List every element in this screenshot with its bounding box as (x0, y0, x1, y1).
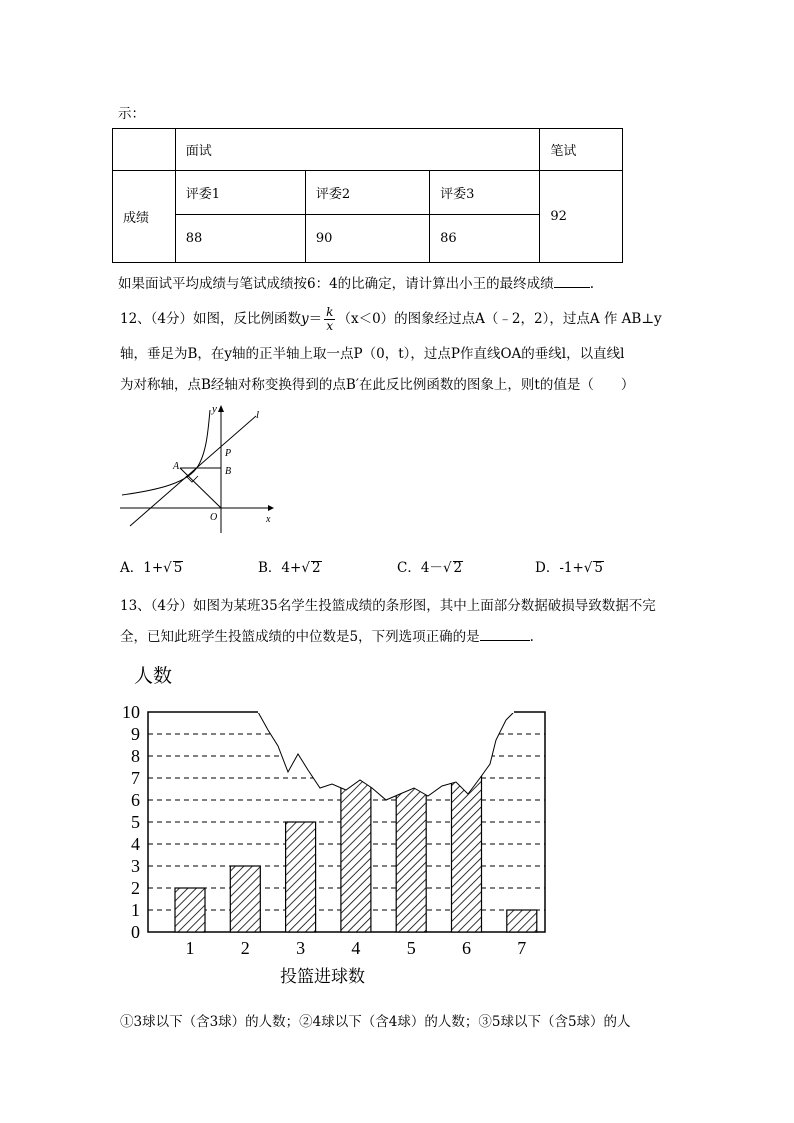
x-tick-label: 2 (240, 938, 250, 958)
q12-line-1 (120, 306, 662, 333)
chart-ylabel: 人数 (134, 665, 173, 687)
q12-line-2: 轴，垂足为B，在y轴的正半轴上取一点P（0，t），过点P作直线OA的垂线l，以直线l (120, 346, 625, 362)
y-tick-label: 4 (131, 834, 140, 854)
y-tick-label: 6 (131, 790, 140, 810)
x-axis-arrow (268, 505, 274, 511)
table-header-written: 笔试 (540, 129, 623, 171)
table-score-1: 88 (175, 215, 305, 263)
q12-func-eq: ＝ (308, 311, 323, 327)
bar-2 (230, 866, 260, 932)
x-tick-label: 6 (462, 938, 471, 958)
q11-tail: 如果面试平均成绩与笔试成绩按6：4的比确定，请计算出小王的最终成绩 . (118, 276, 594, 292)
label-b: B (225, 466, 232, 477)
x-tick-label: 3 (296, 938, 306, 958)
x-tick-label: 7 (517, 938, 527, 958)
x-tick-label: 1 (185, 938, 195, 958)
y-tick-label: 8 (131, 746, 140, 766)
q12-frac-num: k (326, 305, 334, 319)
y-tick-label: 2 (131, 878, 140, 898)
y-tick-label: 5 (131, 812, 140, 832)
intro-tail: 示： (118, 106, 145, 122)
option-c[interactable]: C．4－√ 2 (397, 560, 463, 576)
table-score-2: 90 (305, 215, 429, 263)
bar-1 (175, 888, 205, 932)
chart-xlabel: 投篮进球数 (280, 967, 365, 987)
table-score-3: 86 (430, 215, 540, 263)
answer-blank[interactable] (554, 287, 590, 288)
q11-text: 如果面试平均成绩与笔试成绩按6：4的比确定，请计算出小王的最终成绩 (118, 276, 554, 292)
y-tick-label: 0 (131, 922, 140, 942)
q13-line-2: 全，已知此班学生投篮成绩的中位数是5，下列选项正确的是 . (120, 629, 534, 645)
q12-domain: （x＜0） (337, 311, 395, 327)
label-y: y (212, 403, 217, 415)
table-judge-3: 评委3 (430, 171, 540, 215)
segment-ao (180, 468, 221, 508)
y-tick-label: 1 (131, 900, 140, 920)
y-tick-label: 7 (131, 768, 140, 788)
option-d[interactable]: D．-1+√ 5 (535, 560, 603, 576)
x-tick-label: 5 (406, 938, 416, 958)
q12-func-y: y (301, 311, 309, 327)
score-table (112, 128, 623, 263)
q12-point-a: A（﹣2，2），过点 (475, 311, 590, 327)
option-a[interactable]: A．1+√ 5 (120, 560, 183, 576)
q12-line1-c: A 作 AB⊥y (589, 311, 662, 327)
line-l (130, 416, 256, 526)
option-b[interactable]: B．4+√ 2 (258, 560, 321, 576)
label-l: l (256, 409, 260, 421)
q12-figure (118, 398, 278, 538)
y-tick-label: 9 (131, 724, 140, 744)
q13-answer-blank[interactable] (480, 640, 530, 641)
y-axis-arrow (218, 405, 224, 412)
x-tick-label: 4 (351, 938, 361, 958)
table-header-interview: 面试 (175, 129, 540, 171)
q12-fraction (324, 306, 335, 333)
bar-7 (507, 910, 537, 932)
q13-line-1: 13、（4分）如图为某班35名学生投篮成绩的条形图，其中上面部分数据破损导致数据不完 (120, 598, 656, 614)
bar-4 (341, 767, 371, 932)
table-written-score: 92 (540, 171, 623, 263)
table-judge-2: 评委2 (305, 171, 429, 215)
label-p: P (225, 448, 232, 459)
bar-chart (110, 660, 570, 1000)
q12-line1-b: 的图象经过点 (394, 311, 476, 327)
label-a: A (173, 461, 180, 472)
table-corner-cell (113, 129, 176, 171)
bar-3 (286, 822, 316, 932)
label-o: O (210, 512, 218, 523)
y-tick-label: 10 (122, 702, 140, 722)
label-x: x (266, 514, 271, 525)
q12-line1-a: 12、（4分）如图，反比例函数 (120, 311, 302, 327)
hyperbola-curve (122, 410, 210, 495)
q12-line-3: 为对称轴，点B经轴对称变换得到的点B′在此反比例函数的图象上，则t的值是（ ） (120, 377, 635, 393)
q13-final-line: ①3球以下（含3球）的人数；②4球以下（含4球）的人数；③5球以下（含5球）的人 (120, 1014, 631, 1030)
q12-frac-den: x (326, 319, 334, 333)
y-tick-label: 3 (131, 856, 140, 876)
table-judge-1: 评委1 (175, 171, 305, 215)
table-row-label: 成绩 (113, 171, 176, 263)
